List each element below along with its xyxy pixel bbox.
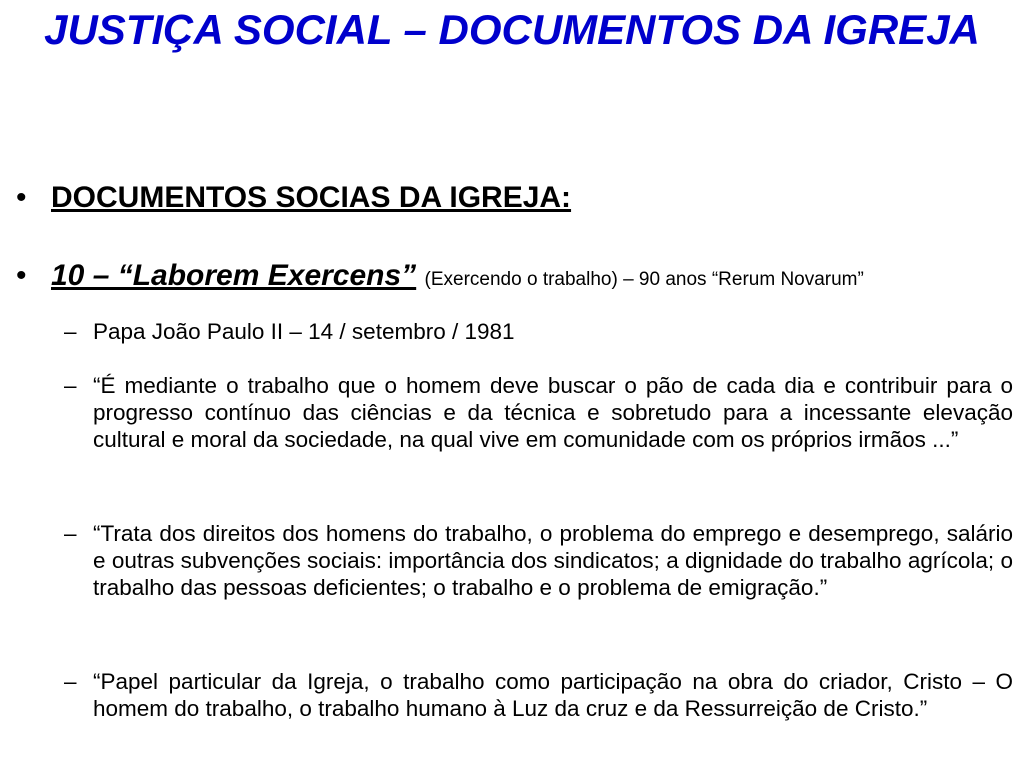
bullet-heading: DOCUMENTOS SOCIAS DA IGREJA: [51,181,572,214]
dash-marker: – [64,669,77,694]
bullet-content [51,258,864,298]
subitem-text: “Trata dos direitos dos homens do trabalho, o problema do emprego e desemprego, salário e outras subvenções sociais: importância dos sindicatos; a dignidade do trabalho agrícola; o trabalho das pessoas deficientes; o trabalho e o problema de emigração.” [93,521,1013,600]
bullet-dot: • [16,259,27,292]
subitem-text: “Papel particular da Igreja, o trabalho como participação na obra do criador, Cristo – O homem do trabalho, o trabalho humano à Luz da cruz e da Ressurreição de Cristo.” [93,669,1013,721]
subitem-text: Papa João Paulo II – 14 / setembro / 1981 [93,319,515,344]
encyclical-title: 10 – “Laborem Exercens” [51,259,417,292]
dash-marker: – [64,319,77,344]
slide-title: JUSTIÇA SOCIAL – DOCUMENTOS DA IGREJA [44,6,980,53]
encyclical-note: (Exercendo o trabalho) – 90 anos “Rerum Novarum” [424,269,864,290]
dash-marker: – [64,373,77,398]
dash-marker: – [64,521,77,546]
subitem-text: “É mediante o trabalho que o homem deve buscar o pão de cada dia e contribuir para o progresso contínuo das ciências e da técnica e sobretudo para a incessante elevação cultural e moral da sociedade, na qual vive em comunidade com os próprios irmãos ...” [93,373,1013,452]
bullet-dot: • [16,181,27,214]
